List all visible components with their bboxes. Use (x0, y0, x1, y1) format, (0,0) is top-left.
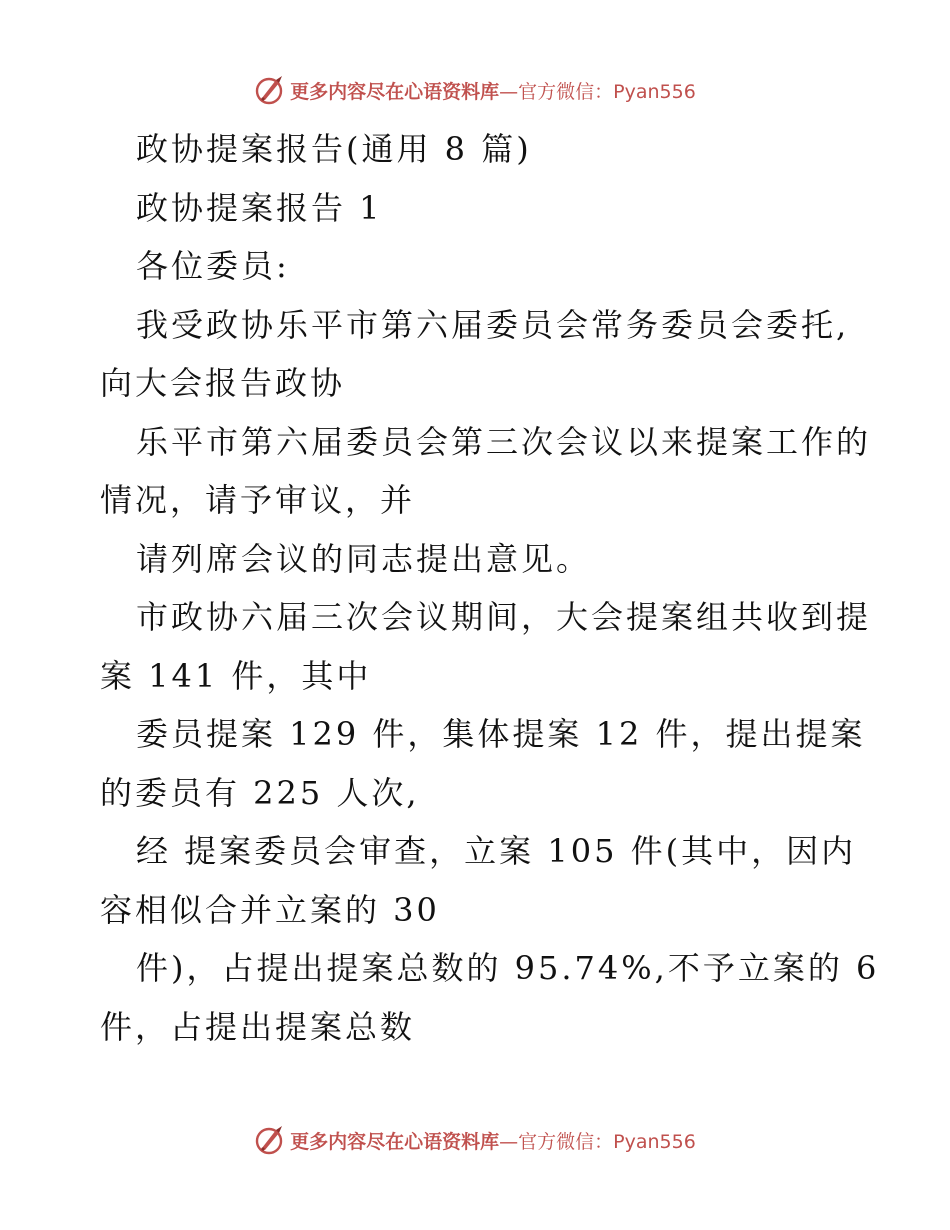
paragraph-line: 市政协六届三次会议期间，大会提案组共收到提 (136, 598, 872, 636)
paragraph-line: 我受政协乐平市第六届委员会常务委员会委托, (136, 305, 850, 344)
paragraph-line: 件)，占提出提案总数的 95.74%,不予立案的 6 (136, 949, 880, 987)
quill-logo-icon (254, 1124, 286, 1156)
banner-sub-text: —官方微信：Pyan556 (499, 80, 696, 103)
section-heading: 政协提案报告 1 (136, 188, 383, 227)
quill-logo-icon (254, 74, 286, 106)
paragraph-line: 情况，请予审议，并 (100, 481, 416, 519)
paragraph-line: 乐平市第六届委员会第三次会议以来提案工作的 (136, 422, 872, 461)
document-body (100, 120, 880, 1056)
paragraph-line: 向大会报告政协 (100, 364, 346, 402)
header-banner (0, 70, 950, 110)
paragraph-line: 的委员有 225 人次, (100, 773, 420, 812)
banner-sub-text: —官方微信：Pyan556 (499, 1130, 696, 1153)
paragraph-line: 经 提案委员会审查，立案 105 件(其中，因内 (136, 832, 857, 870)
paragraph-line: 件，占提出提案总数 (100, 1007, 416, 1046)
footer-banner (0, 1120, 950, 1160)
banner-main-text: 更多内容尽在心语资料库 (290, 80, 500, 103)
paragraph-line: 请列席会议的同志提出意见。 (136, 539, 592, 578)
paragraph-line: 案 141 件，其中 (100, 656, 372, 695)
document-title: 政协提案报告(通用 8 篇) (136, 130, 532, 168)
paragraph-line: 委员提案 129 件，集体提案 12 件，提出提案 (136, 715, 866, 753)
banner-main-text: 更多内容尽在心语资料库 (290, 1130, 500, 1153)
salutation: 各位委员: (136, 247, 290, 285)
paragraph-line: 容相似合并立案的 30 (100, 890, 440, 929)
